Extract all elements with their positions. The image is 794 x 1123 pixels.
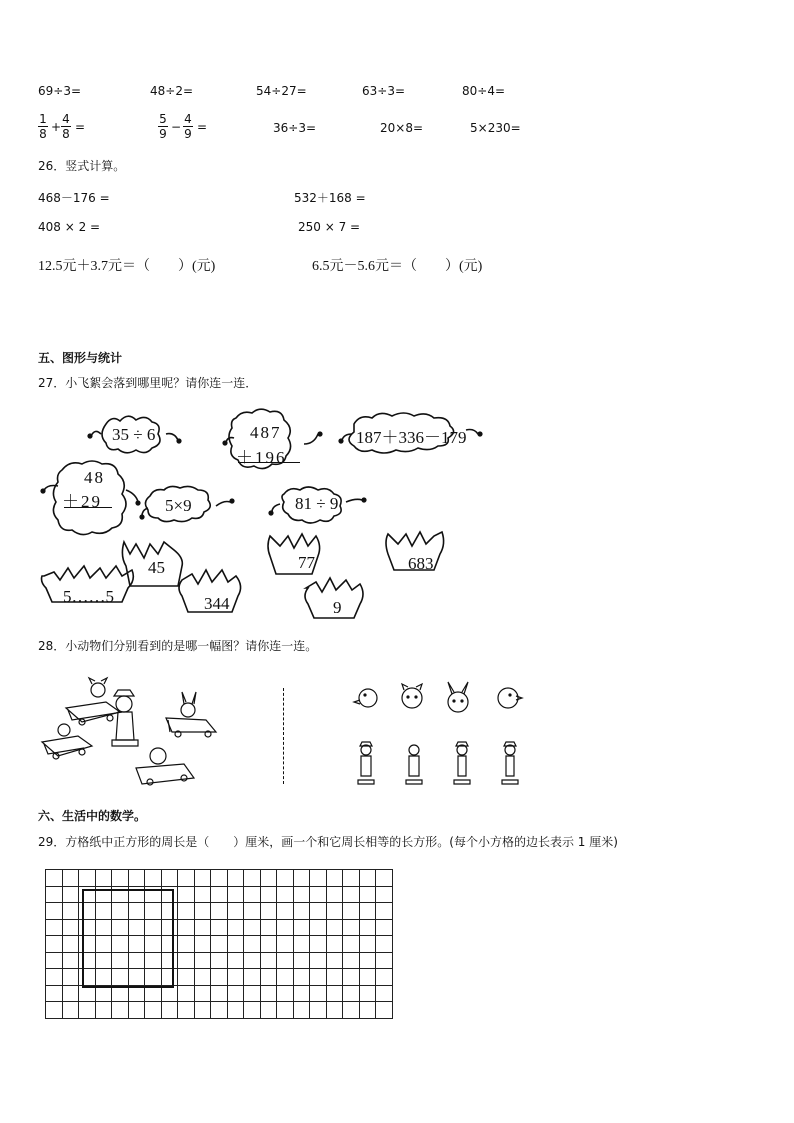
grid-cell[interactable]: [376, 903, 393, 920]
grid-cell[interactable]: [62, 886, 79, 903]
grid-cell[interactable]: [227, 870, 244, 887]
grid-cell[interactable]: [112, 870, 129, 887]
grid-cell[interactable]: [62, 969, 79, 986]
grid-cell[interactable]: [194, 936, 211, 953]
grid-cell[interactable]: [310, 870, 327, 887]
rabbit-head-icon: [448, 682, 468, 712]
grid-cell[interactable]: [260, 1002, 277, 1019]
grid-cell[interactable]: [260, 870, 277, 887]
car-fox: [66, 702, 120, 722]
grid-cell[interactable]: [211, 936, 228, 953]
grid-cell[interactable]: [178, 870, 195, 887]
grid-cell[interactable]: [293, 903, 310, 920]
grid-cell[interactable]: [376, 936, 393, 953]
grid-cell[interactable]: [293, 936, 310, 953]
policeman-front-view-icon: [358, 742, 374, 784]
q26-item-3: 408 × 2 =: [38, 220, 101, 234]
grid-cell[interactable]: [178, 1002, 195, 1019]
chick-head-icon: [498, 688, 522, 708]
grid-cell[interactable]: [62, 1002, 79, 1019]
grid-cell[interactable]: [62, 919, 79, 936]
q26-item-4: 250 × 7 =: [298, 220, 361, 234]
q26-title: 26．竖式计算。: [38, 159, 126, 173]
policeman-right-view-icon: [502, 742, 518, 784]
grid-cell[interactable]: [227, 886, 244, 903]
grid-cell[interactable]: [62, 936, 79, 953]
grid-cell[interactable]: [376, 985, 393, 1002]
grid-cell[interactable]: [277, 936, 294, 953]
grid-cell[interactable]: [260, 936, 277, 953]
grid-cell[interactable]: [128, 1002, 145, 1019]
grid-cell[interactable]: [194, 903, 211, 920]
q26-money-1: 12.5元＋3.7元＝（ ）(元): [38, 259, 216, 274]
grid-cell[interactable]: [178, 919, 195, 936]
grid-cell[interactable]: [211, 952, 228, 969]
grid-cell[interactable]: [326, 870, 343, 887]
grid-cell[interactable]: [79, 870, 96, 887]
problem-54-div-27: 54÷27=: [256, 84, 307, 98]
grid-cell[interactable]: [46, 936, 63, 953]
grid-cell[interactable]: [310, 919, 327, 936]
grid-cell[interactable]: [359, 985, 376, 1002]
grid-cell[interactable]: [277, 903, 294, 920]
animals-cars-scene-illustration: [38, 672, 228, 790]
grid-cell[interactable]: [227, 903, 244, 920]
grid-cell[interactable]: [343, 886, 360, 903]
q27-title: 27．小飞絮会落到哪里呢？请你连一连．: [38, 376, 258, 390]
puff-487-underline: [238, 462, 300, 463]
puff-48-underline: [64, 507, 112, 508]
grid-cell[interactable]: [244, 952, 261, 969]
pot-344-label: 344: [204, 594, 230, 613]
q28-title: 28．小动物们分别看到的是哪一幅图？请你连一连。: [38, 639, 318, 653]
grid-cell[interactable]: [260, 952, 277, 969]
grid-cell[interactable]: [128, 870, 145, 887]
grid-cell[interactable]: [46, 969, 63, 986]
grid-cell[interactable]: [194, 919, 211, 936]
problem-36-div-3: 36÷3=: [273, 121, 317, 135]
grid-cell[interactable]: [62, 903, 79, 920]
pot-45-label: 45: [148, 558, 165, 577]
grid-cell[interactable]: [376, 952, 393, 969]
grid-cell[interactable]: [260, 903, 277, 920]
q26-item-1: 468－176 =: [38, 191, 110, 205]
grid-cell[interactable]: [277, 919, 294, 936]
puff-35-div-6-label: 35 ÷ 6: [112, 425, 156, 444]
grid-cell[interactable]: [227, 919, 244, 936]
section-5-heading: 五、图形与统计: [38, 351, 123, 365]
grid-cell[interactable]: [326, 1002, 343, 1019]
grid-cell[interactable]: [326, 969, 343, 986]
grid-cell[interactable]: [310, 936, 327, 953]
grid-cell[interactable]: [244, 1002, 261, 1019]
grid-cell[interactable]: [62, 985, 79, 1002]
puff-48-label: 48: [84, 468, 105, 487]
grid-cell[interactable]: [194, 969, 211, 986]
puff-5-times-9-label: 5×9: [165, 496, 192, 515]
grid-cell[interactable]: [227, 985, 244, 1002]
grid-cell[interactable]: [376, 886, 393, 903]
problem-5-times-230: 5×230=: [470, 121, 521, 135]
policeman-left-view-icon: [454, 742, 470, 784]
grid-cell[interactable]: [244, 919, 261, 936]
grid-cell[interactable]: [343, 985, 360, 1002]
grid-cell[interactable]: [326, 985, 343, 1002]
puff-487-label: 487: [250, 423, 282, 442]
puff-81-div-9-label: 81 ÷ 9: [295, 494, 339, 513]
grid-cell[interactable]: [161, 870, 178, 887]
grid-cell[interactable]: [211, 870, 228, 887]
grid-cell[interactable]: [359, 1002, 376, 1019]
grid-cell[interactable]: [194, 886, 211, 903]
grid-cell[interactable]: [343, 903, 360, 920]
grid-cell[interactable]: [227, 1002, 244, 1019]
grid-cell[interactable]: [277, 952, 294, 969]
grid-cell[interactable]: [244, 870, 261, 887]
grid-cell[interactable]: [46, 1002, 63, 1019]
grid-cell[interactable]: [293, 919, 310, 936]
grid-cell[interactable]: [376, 870, 393, 887]
grid-cell[interactable]: [326, 936, 343, 953]
grid-cell[interactable]: [227, 936, 244, 953]
grid-cell[interactable]: [244, 969, 261, 986]
grid-cell[interactable]: [244, 985, 261, 1002]
grid-cell[interactable]: [211, 985, 228, 1002]
grid-cell[interactable]: [376, 919, 393, 936]
grid-cell[interactable]: [211, 969, 228, 986]
puff-plus-196-label: ＋196: [236, 448, 287, 467]
grid-cell[interactable]: [326, 952, 343, 969]
grid-cell[interactable]: [293, 1002, 310, 1019]
grid-cell[interactable]: [194, 952, 211, 969]
grid-cell[interactable]: [46, 919, 63, 936]
grid-cell[interactable]: [227, 969, 244, 986]
grid-cell[interactable]: [95, 1002, 112, 1019]
grid-cell[interactable]: [293, 870, 310, 887]
grid-cell[interactable]: [343, 1002, 360, 1019]
grid-cell[interactable]: [79, 1002, 96, 1019]
grid-cell[interactable]: [293, 985, 310, 1002]
grid-cell[interactable]: [260, 886, 277, 903]
grid-cell[interactable]: [178, 985, 195, 1002]
grid-cell[interactable]: [310, 1002, 327, 1019]
grid-cell[interactable]: [46, 985, 63, 1002]
grid-cell[interactable]: [46, 952, 63, 969]
chick-icon: [150, 748, 166, 764]
grid-cell[interactable]: [145, 870, 162, 887]
grid-cell[interactable]: [277, 886, 294, 903]
grid-cell[interactable]: [277, 985, 294, 1002]
grid-cell[interactable]: [310, 985, 327, 1002]
grid-cell[interactable]: [178, 886, 195, 903]
fox-head-icon: [402, 684, 422, 708]
grid-cell[interactable]: [227, 952, 244, 969]
duck-head-icon: [354, 689, 377, 707]
grid-cell[interactable]: [326, 886, 343, 903]
q26-money-2: 6.5元－5.6元＝（ ）(元): [312, 259, 483, 274]
grid-cell[interactable]: [376, 969, 393, 986]
grid-cell[interactable]: [310, 952, 327, 969]
grid-cell[interactable]: [343, 952, 360, 969]
grid-cell[interactable]: [359, 969, 376, 986]
grid-cell[interactable]: [260, 985, 277, 1002]
grid-cell[interactable]: [178, 936, 195, 953]
car-rabbit: [166, 718, 216, 732]
grid-cell[interactable]: [293, 952, 310, 969]
grid-cell[interactable]: [46, 870, 63, 887]
grid-cell[interactable]: [194, 870, 211, 887]
grid-cell[interactable]: [260, 969, 277, 986]
grid-cell[interactable]: [161, 1002, 178, 1019]
grid-cell[interactable]: [145, 1002, 162, 1019]
problem-69-div-3: 69÷3=: [38, 84, 82, 98]
section-6-heading: 六、生活中的数学。: [38, 809, 147, 823]
grid-cell[interactable]: [359, 936, 376, 953]
grid-cell[interactable]: [211, 919, 228, 936]
problem-48-div-2: 48÷2=: [150, 84, 194, 98]
grid-cell[interactable]: [277, 1002, 294, 1019]
grid-cell[interactable]: [326, 919, 343, 936]
grid-cell[interactable]: [178, 969, 195, 986]
grid-cell[interactable]: [46, 903, 63, 920]
grid-cell[interactable]: [62, 952, 79, 969]
policeman-back-view-icon: [406, 745, 422, 784]
puff-187-336-179-label: 187＋336－179: [356, 428, 467, 447]
pot-5-remainder-5-label: 5……5: [63, 587, 114, 606]
grid-cell[interactable]: [359, 886, 376, 903]
grid-cell[interactable]: [244, 886, 261, 903]
grid-cell[interactable]: [194, 1002, 211, 1019]
grid-cell[interactable]: [343, 969, 360, 986]
grid-cell[interactable]: [376, 1002, 393, 1019]
grid-cell[interactable]: [310, 903, 327, 920]
grid-cell[interactable]: [359, 952, 376, 969]
grid-cell[interactable]: [211, 1002, 228, 1019]
problem-63-div-3: 63÷3=: [362, 84, 406, 98]
grid-cell[interactable]: [178, 952, 195, 969]
divider-dashed-line: [283, 688, 284, 784]
grid-cell[interactable]: [359, 919, 376, 936]
q29-title: 29．方格纸中正方形的周长是（ ）厘米，画一个和它周长相等的长方形。(每个小方格的边长表示 1 厘米): [38, 835, 618, 849]
grid-cell[interactable]: [277, 969, 294, 986]
grid-cell[interactable]: [211, 886, 228, 903]
policeman-icon: [116, 696, 132, 712]
grid-cell[interactable]: [310, 969, 327, 986]
grid-cell[interactable]: [62, 870, 79, 887]
grid-cell[interactable]: [260, 919, 277, 936]
grid-cell[interactable]: [46, 886, 63, 903]
grid-cell[interactable]: [343, 936, 360, 953]
pot-683-label: 683: [408, 554, 434, 573]
grid-cell[interactable]: [95, 870, 112, 887]
grid-cell[interactable]: [211, 903, 228, 920]
square-shape: [82, 889, 174, 988]
grid-cell[interactable]: [343, 919, 360, 936]
grid-cell[interactable]: [112, 1002, 129, 1019]
grid-cell[interactable]: [293, 969, 310, 986]
view-options-illustration: [348, 680, 532, 792]
grid-cell[interactable]: [277, 870, 294, 887]
q26-item-2: 532＋168 =: [294, 191, 366, 205]
pot-9-label: 9: [333, 598, 342, 617]
pot-77-label: 77: [298, 553, 315, 572]
grid-cell[interactable]: [343, 870, 360, 887]
grid-cell[interactable]: [359, 903, 376, 920]
grid-cell[interactable]: [359, 870, 376, 887]
grid-cell[interactable]: [194, 985, 211, 1002]
grid-cell[interactable]: [178, 903, 195, 920]
puff-plus-29-label: ＋29: [62, 492, 102, 511]
grid-cell[interactable]: [310, 886, 327, 903]
problem-20-times-8: 20×8=: [380, 121, 424, 135]
grid-cell[interactable]: [293, 886, 310, 903]
grid-cell[interactable]: [326, 903, 343, 920]
grid-cell[interactable]: [244, 936, 261, 953]
grid-cell[interactable]: [244, 903, 261, 920]
problem-80-div-4: 80÷4=: [462, 84, 506, 98]
fox-icon: [91, 683, 105, 697]
duck-icon: [58, 724, 70, 736]
rabbit-icon: [181, 703, 195, 717]
